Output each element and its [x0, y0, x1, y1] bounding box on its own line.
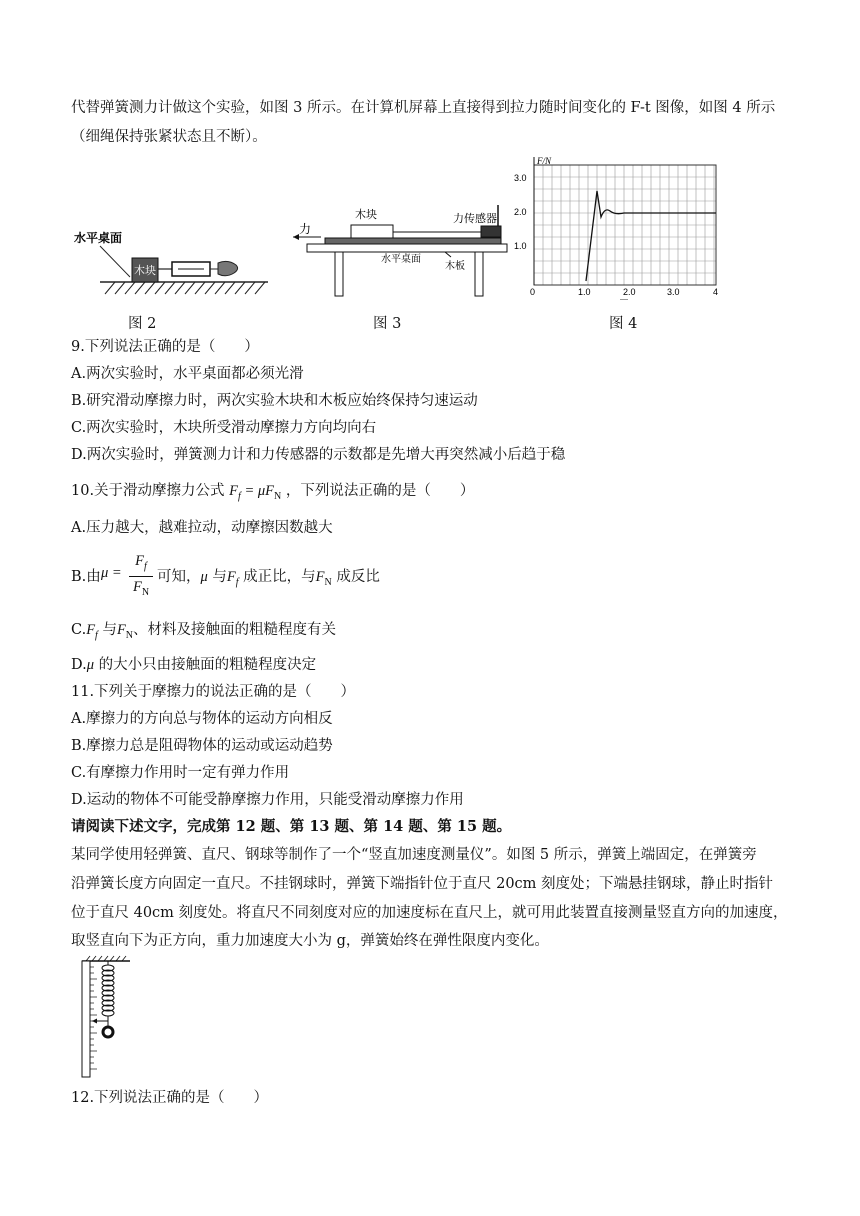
q10-b-mid2: 与	[212, 569, 227, 585]
q9-stem: 9.下列说法正确的是（ ）	[71, 339, 259, 355]
fig3-sensor-label: 力传感器	[453, 213, 497, 225]
intro-line-1: 代替弹簧测力计做这个实验，如图 3 所示。在计算机屏幕上直接得到拉力随时间变化的 F-t 图像，如图 4 所示	[71, 100, 776, 116]
reading-line-3: 位于直尺 40cm 刻度处。将直尺不同刻度对应的加速度标在直尺上，就可用此装置直接测量竖直方向的加速度，	[71, 905, 788, 921]
formula-friction: $F_f = \mu F_N$	[229, 483, 282, 502]
fig3-desk-label: 水平桌面	[381, 254, 421, 265]
figure-2	[70, 222, 270, 297]
fig2-desk-label: 水平桌面	[74, 231, 123, 245]
q10-b-mid3: 成正比，与	[243, 569, 316, 585]
reading-heading: 请阅读下述文字，完成第 12 题、第 13 题、第 14 题、第 15 题。	[71, 818, 512, 835]
fig4-xtick-0: 0	[530, 287, 536, 297]
reading-line-4: 取竖直向下为正方向，重力加速度大小为 g，弹簧始终在弹性限度内变化。	[71, 933, 549, 949]
q10-stem-prefix: 10.关于滑动摩擦力公式	[71, 483, 225, 499]
fig4-xtick-4: 4	[713, 287, 719, 297]
reading-line-2: 沿弹簧长度方向固定一直尺。不挂钢球时，弹簧下端指针位于直尺 20cm 刻度处；下端悬挂钢球，静止时指针	[71, 876, 774, 892]
q11-option-c: C.有摩擦力作用时一定有弹力作用	[71, 765, 290, 781]
reading-line-1: 某同学使用轻弹簧、直尺、钢球等制作了一个“竖直加速度测量仪”。如图 5 所示，弹簧上端固定，在弹簧旁	[71, 847, 757, 863]
mu-symbol: μ =	[101, 565, 122, 581]
q10-option-a: A.压力越大，越难拉动，动摩擦因数越大	[71, 520, 333, 536]
fig4-xtick-2: 2.0	[623, 287, 636, 297]
q10-option-d: D.μ 的大小只由接触面的粗糙程度决定	[71, 657, 317, 673]
figure-3	[285, 195, 510, 298]
q10-b-suffix: 成反比	[336, 569, 380, 585]
fig3-block-label: 木块	[355, 209, 377, 221]
q9-option-b: B.研究滑动摩擦力时，两次实验木块和木板应始终保持匀速运动	[71, 393, 478, 409]
fig4-xtick-1: 1.0	[578, 287, 591, 297]
fig4-ytick-2: 2.0	[514, 207, 527, 217]
fig3-caption: 图 3	[373, 316, 402, 332]
q11-option-d: D.运动的物体不可能受静摩擦力作用，只能受滑动摩擦力作用	[71, 792, 464, 808]
q11-stem: 11.下列关于摩擦力的说法正确的是（ ）	[71, 684, 356, 700]
q10-stem	[71, 481, 474, 507]
q10-b-prefix: B.由	[71, 569, 101, 585]
q10-stem-suffix: ，下列说法正确的是（ ）	[285, 483, 475, 499]
fig4-ytick-3: 3.0	[514, 173, 527, 183]
fig4-xtick-3: 3.0	[667, 287, 680, 297]
q11-option-a: A.摩擦力的方向总与物体的运动方向相反	[71, 711, 333, 727]
figure-4	[512, 155, 726, 300]
fraction-ff-fn: $F_f$ $F_N$	[129, 552, 153, 603]
fig3-force-label: 力	[299, 222, 312, 236]
q9-option-d: D.两次实验时，弹簧测力计和力传感器的示数都是先增大再突然减小后趋于稳	[71, 447, 566, 463]
fig4-y-label: F/N	[537, 156, 552, 166]
fig2-block-label: 木块	[134, 265, 156, 277]
q11-option-b: B.摩擦力总是阻碍物体的运动或运动趋势	[71, 738, 333, 754]
q12-stem: 12.下列说法正确的是（ ）	[71, 1090, 269, 1106]
q9-option-a: A.两次实验时，水平桌面都必须光滑	[71, 366, 304, 382]
q10-b-mid1: 可知，	[157, 569, 201, 585]
intro-line-2: （细绳保持张紧状态且不断）。	[71, 129, 267, 145]
fig3-board-label: 木板	[445, 261, 465, 272]
fig4-ytick-1: 1.0	[514, 241, 527, 251]
q10-option-c: $C.F_f$ 与$F_N$、材料及接触面的粗糙程度有关	[71, 622, 337, 641]
figure-5	[72, 955, 134, 1080]
q9-option-c: C.两次实验时，木块所受滑动摩擦力方向均向右	[71, 420, 377, 436]
fig4-caption: 图 4	[609, 316, 638, 332]
fig2-caption: 图 2	[128, 316, 157, 332]
